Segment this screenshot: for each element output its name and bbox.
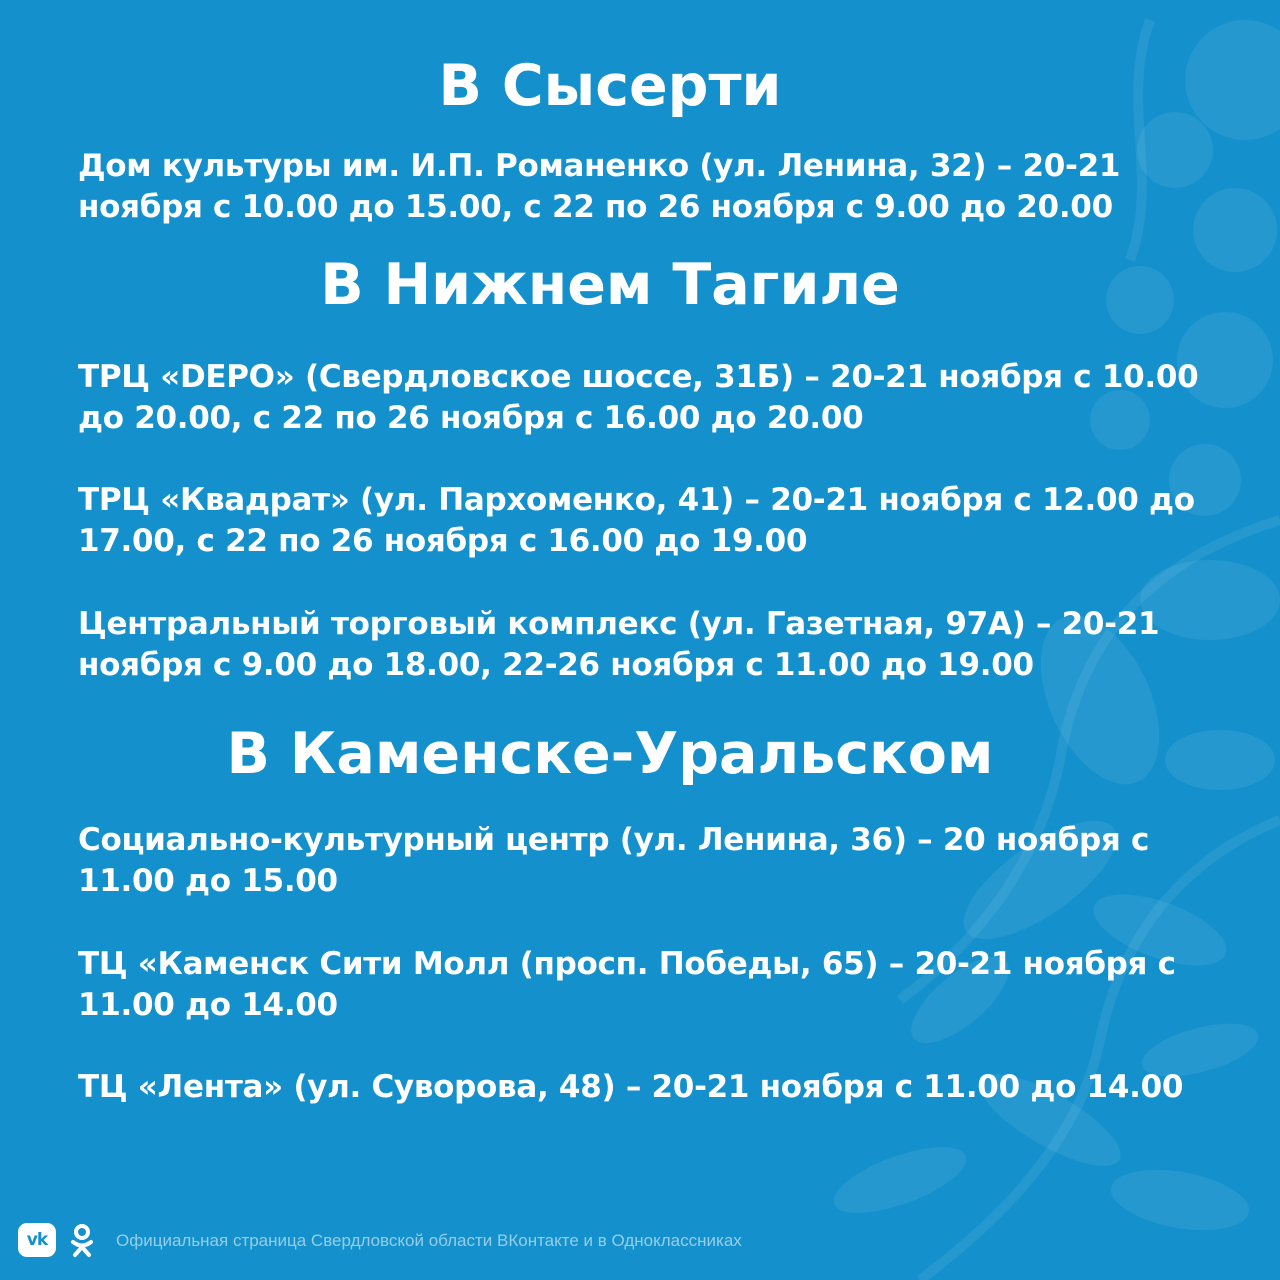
footer bbox=[0, 1218, 1280, 1262]
section-title-nizhny-tagil: В Нижнем Тагиле bbox=[320, 252, 900, 318]
odnoklassniki-logo-icon[interactable] bbox=[70, 1224, 94, 1258]
footer-caption: Официальная страница Свердловской области ВКонтакте и в Одноклассниках bbox=[116, 1231, 742, 1250]
location-entry: ТРЦ «DEPO» (Свердловское шоссе, 31Б) – 20-21 ноября с 10.00 до 20.00, с 22 по 26 ноября с 16.00 до 20.00 bbox=[78, 359, 1199, 436]
location-entry: ТЦ «Лента» (ул. Суворова, 48) – 20-21 ноября с 11.00 до 14.00 bbox=[78, 1069, 1184, 1105]
section-title-sysert: В Сысерти bbox=[438, 53, 782, 119]
location-entry: Дом культуры им. И.П. Романенко (ул. Ленина, 32) – 20-21 ноября с 10.00 до 15.00, с 22 по 26 ноября с 9.00 до 20.00 bbox=[78, 148, 1121, 225]
section-title-kamensk-uralsky: В Каменске-Уральском bbox=[226, 721, 994, 787]
location-entry: ТРЦ «Квадрат» (ул. Пархоменко, 41) – 20-21 ноября с 12.00 до 17.00, с 22 по 26 ноября с 16.00 до 19.00 bbox=[78, 482, 1195, 559]
vk-logo-icon[interactable]: vk bbox=[18, 1223, 56, 1257]
location-entry: ТЦ «Каменск Сити Молл (просп. Победы, 65) – 20-21 ноября с 11.00 до 14.00 bbox=[78, 946, 1176, 1023]
location-entry: Социально-культурный центр (ул. Ленина, 36) – 20 ноября с 11.00 до 15.00 bbox=[78, 822, 1150, 899]
location-entry: Центральный торговый комплекс (ул. Газетная, 97А) – 20-21 ноября с 9.00 до 18.00, 22-26 ноября с 11.00 до 19.00 bbox=[78, 606, 1160, 683]
